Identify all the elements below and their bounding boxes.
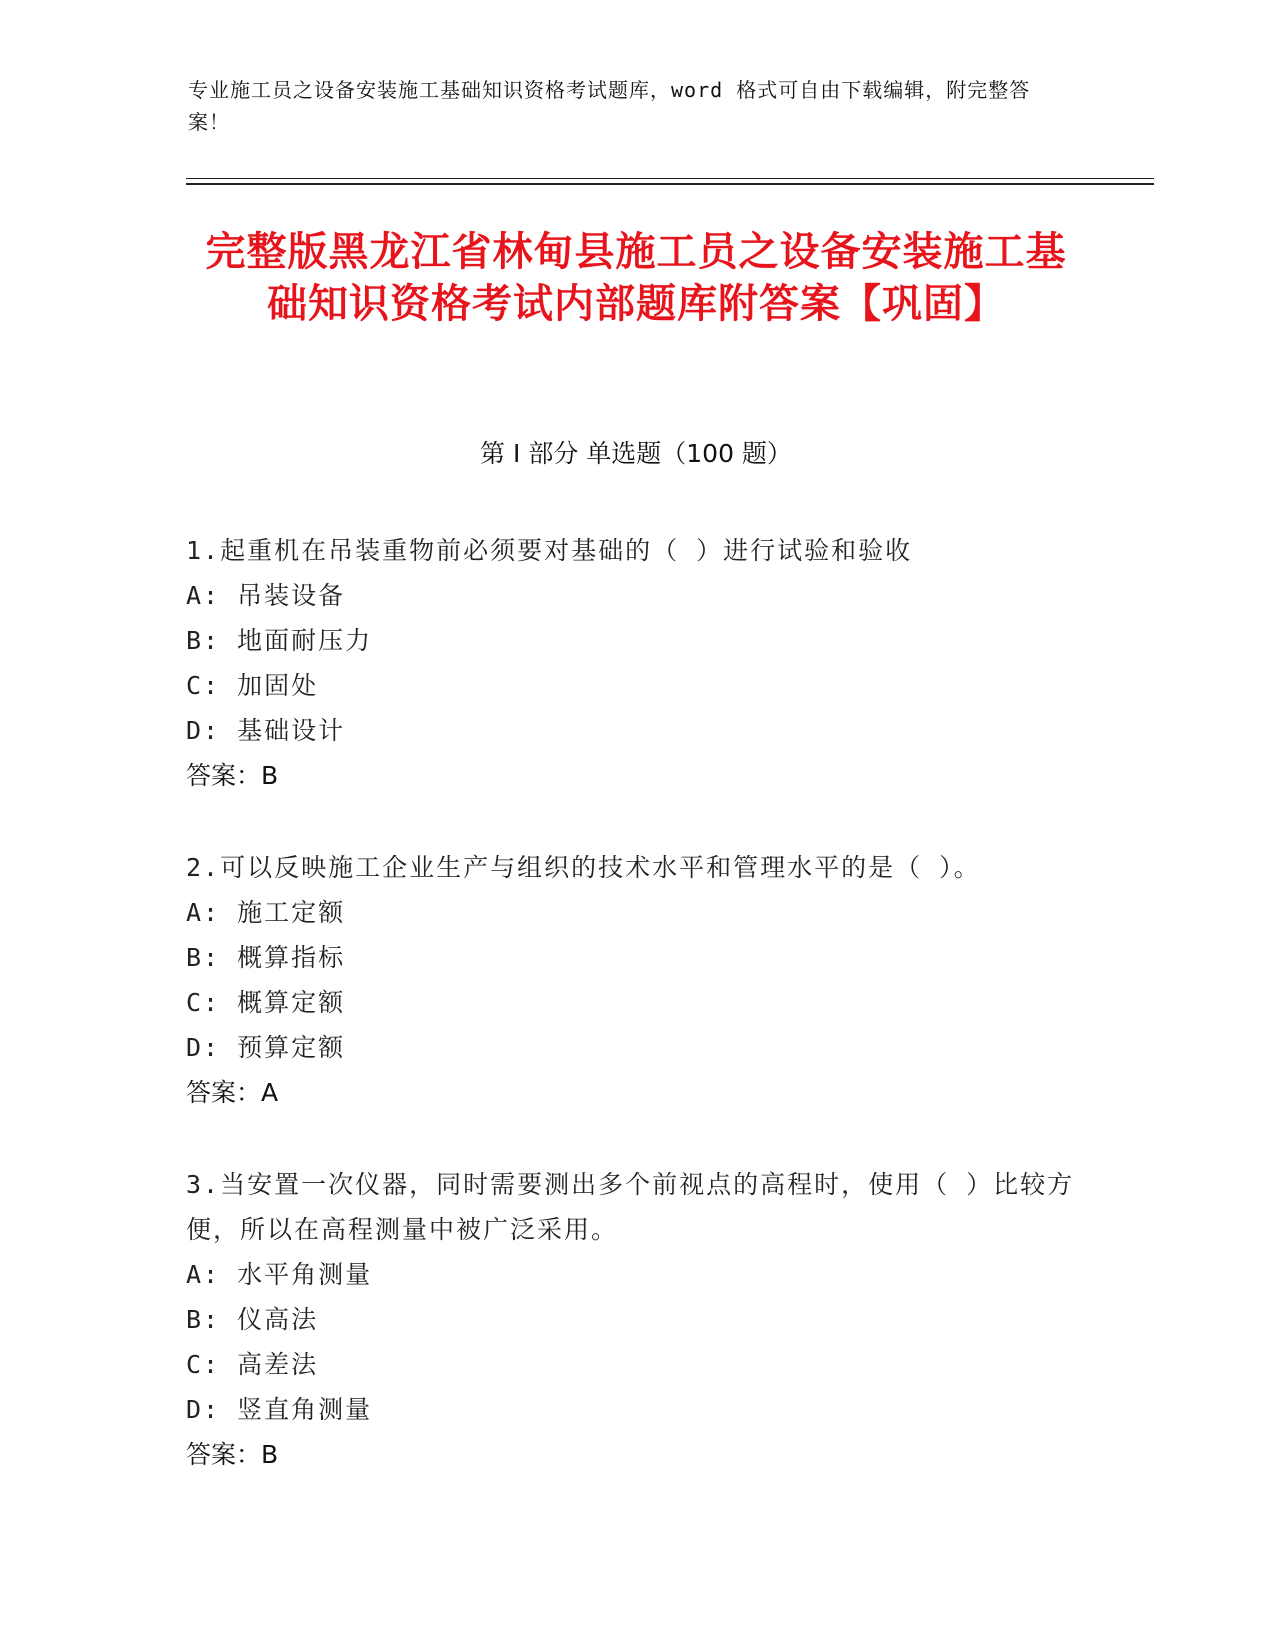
option-a: A: 施工定额 xyxy=(186,898,346,927)
option-d: D: 基础设计 xyxy=(186,716,346,745)
answer-value: A xyxy=(261,1078,279,1107)
option-c: C: 高差法 xyxy=(186,1350,319,1379)
header-divider-thick xyxy=(186,183,1154,185)
question-stem: 1.起重机在吊装重物前必须要对基础的（ ）进行试验和验收 xyxy=(186,536,913,565)
answer-prefix: 答案： xyxy=(186,1440,262,1469)
option-b: B: 地面耐压力 xyxy=(186,626,373,655)
question-list xyxy=(186,528,1086,1524)
answer-value: B xyxy=(261,1440,279,1469)
option-c: C: 加固处 xyxy=(186,671,319,700)
option-d: D: 预算定额 xyxy=(186,1033,346,1062)
answer-line xyxy=(186,1070,1086,1115)
header-divider-thin xyxy=(186,178,1154,179)
option-b: B: 仪高法 xyxy=(186,1305,319,1334)
question-3 xyxy=(186,1162,1086,1477)
document-title: 完整版黑龙江省林甸县施工员之设备安装施工基础知识资格考试内部题库附答案【巩固】 xyxy=(205,229,1067,327)
header-note: 专业施工员之设备安装施工基础知识资格考试题库，word 格式可自由下载编辑，附完整答案！ xyxy=(188,78,1031,134)
option-a: A: 水平角测量 xyxy=(186,1260,373,1289)
option-b: B: 概算指标 xyxy=(186,943,346,972)
question-2 xyxy=(186,845,1086,1115)
question-stem: 3.当安置一次仪器，同时需要测出多个前视点的高程时，使用（ ）比较方便，所以在高程测量中被广泛采用。 xyxy=(186,1170,1075,1244)
answer-line xyxy=(186,1432,1086,1477)
question-stem: 2.可以反映施工企业生产与组织的技术水平和管理水平的是（ ）。 xyxy=(186,853,981,882)
question-1 xyxy=(186,528,1086,798)
option-d: D: 竖直角测量 xyxy=(186,1395,373,1424)
answer-line xyxy=(186,753,1086,798)
option-a: A: 吊装设备 xyxy=(186,581,346,610)
answer-value: B xyxy=(261,761,279,790)
answer-prefix: 答案： xyxy=(186,761,262,790)
option-c: C: 概算定额 xyxy=(186,988,346,1017)
answer-prefix: 答案： xyxy=(186,1078,262,1107)
section-heading: 第 I 部分 单选题（100 题） xyxy=(480,439,792,468)
